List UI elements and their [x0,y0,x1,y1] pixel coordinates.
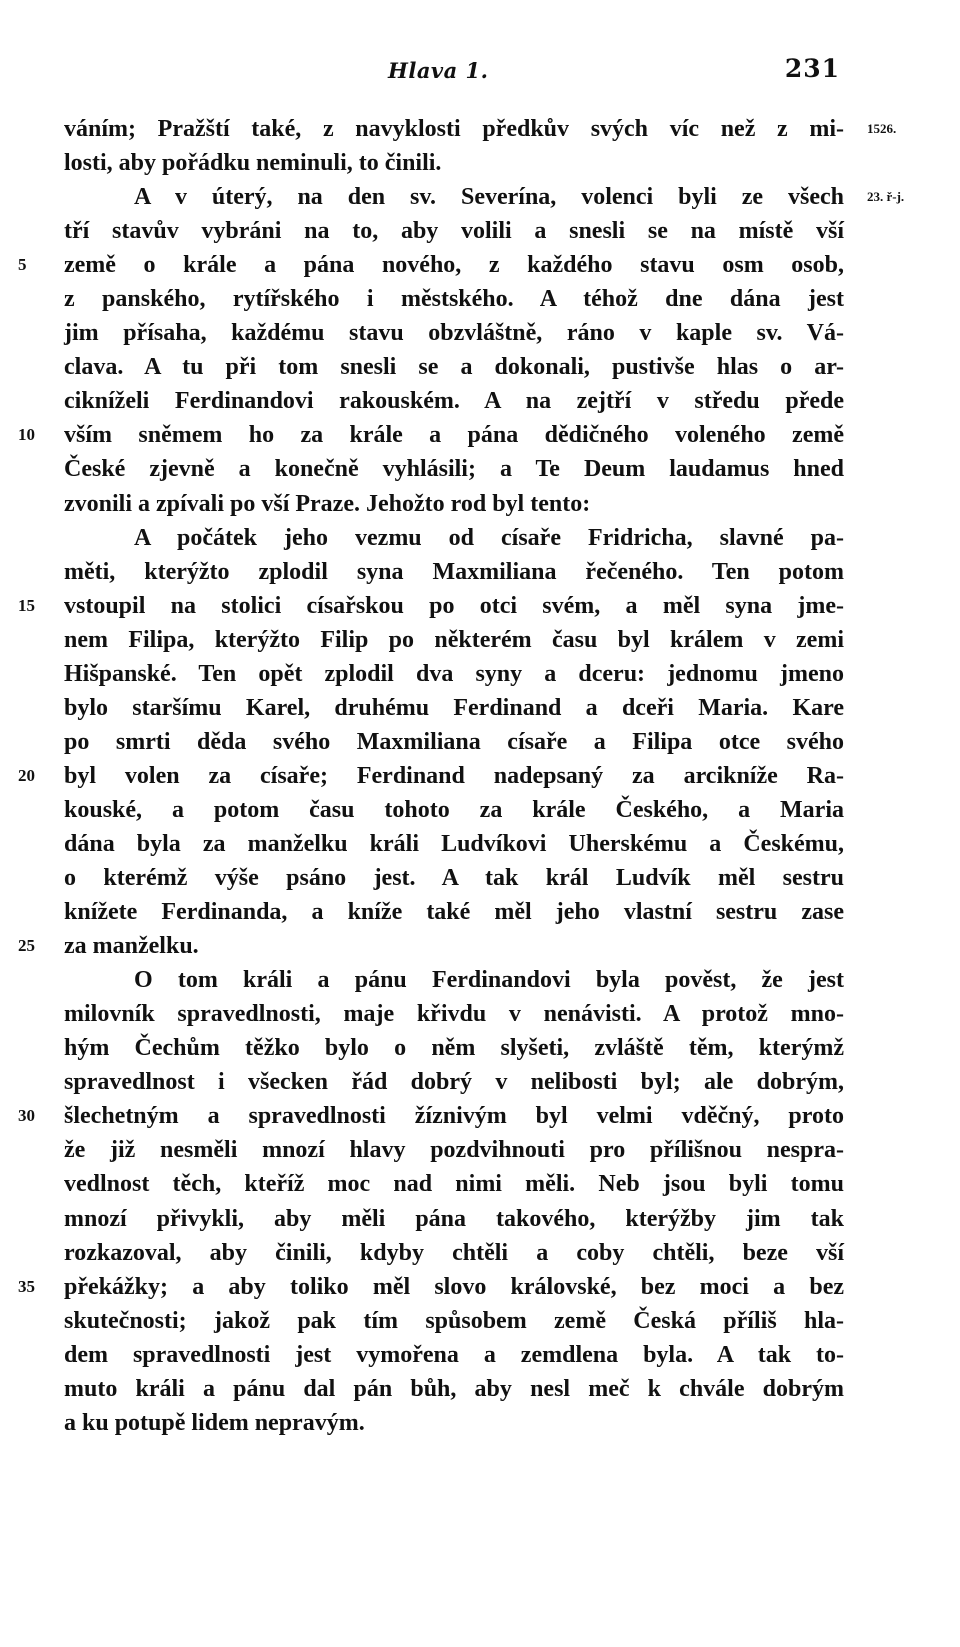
line-text: České zjevně a konečně vyhlásili; a Te Deum laudamus hned [64,456,844,483]
line-number: 15 [18,595,35,615]
line-text: byl volen za císaře; Ferdinand nadepsaný za arcikníže Ra- [64,762,844,789]
page-number: 231 [784,54,840,83]
line-number: 20 [18,765,35,785]
text-line [18,929,844,963]
body-text [18,112,905,1440]
line-text: rozkazoval, aby činili, kdyby chtěli a coby chtěli, beze vší [64,1239,844,1266]
line-text: o kterémž výše psáno jest. A tak král Ludvík měl sestru [64,865,844,892]
line-text: hým Čechům těžko bylo o něm slyšeti, zvláště těm, kterýmž [64,1035,844,1062]
page-header [60,54,850,98]
text-line [64,963,844,997]
text-line [64,316,844,350]
line-text: mnozí přivykli, aby měli pána takového, kterýžby jim tak [64,1205,844,1232]
text-line [18,248,844,282]
line-text: jim přísaha, každému stavu obzvláštně, ráno v kaple sv. Vá- [64,320,844,347]
line-number: 30 [18,1106,35,1126]
line-text: losti, aby pořádku neminuli, to činili. [64,150,442,177]
text-line [64,623,844,657]
line-text: nem Filipa, kterýžto Filip po některém času byl králem v zemi [64,626,844,653]
text-line [64,1338,844,1372]
text-line [64,1236,844,1270]
text-line [64,1372,844,1406]
line-text: skutečnosti; jakož pak tím spůsobem země Česká příliš hla- [64,1307,844,1334]
line-text: po smrti děda svého Maxmiliana císaře a Filipa otce svého [64,728,844,755]
line-text: O tom králi a pánu Ferdinandovi byla pověst, že jest [134,967,844,994]
line-text: tří stavův vybráni na to, aby volili a snesli se na místě vší [64,218,844,245]
line-number: 25 [18,936,35,956]
text-line [64,997,844,1031]
line-text: vším sněmem ho za krále a pána dědičného voleného země [64,422,844,449]
text-line [64,691,844,725]
text-line [64,1304,844,1338]
text-line [64,725,844,759]
line-text: že již nesměli mnozí hlavy pozdvihnouti pro přílišnou nespra- [64,1137,844,1164]
text-line [64,214,844,248]
text-line [64,793,844,827]
text-line [64,1167,844,1201]
line-text: šlechetným a spravedlnosti žíznivým byl velmi vděčný, proto [64,1103,844,1130]
text-line [64,487,844,521]
line-text: knížete Ferdinanda, a kníže také měl jeho vlastní sestru zase [64,899,844,926]
text-line [18,759,844,793]
text-line [64,1202,844,1236]
line-text: cikníželi Ferdinandovi rakouském. A na zejtří v středu přede [64,388,844,415]
line-text: milovník spravedlnosti, maje křivdu v nenávisti. A protož mno- [64,1001,844,1028]
line-text: clava. A tu při tom snesli se a dokonali, pustivše hlas o ar- [64,354,844,381]
text-line [18,589,844,623]
text-line [64,861,844,895]
text-line [18,1270,844,1304]
text-line [18,1099,844,1133]
text-line [64,282,844,316]
line-text: váním; Pražští také, z navyklosti předkův svých víc než z mi- [64,116,844,142]
line-text: Hišpanské. Ten opět zplodil dva syny a dceru: jednomu jmeno [64,660,844,687]
text-line [64,1065,844,1099]
text-line [64,146,844,180]
text-line [64,895,844,929]
line-text: měti, kterýžto zplodil syna Maxmiliana řečeného. Ten potom [64,558,844,585]
text-line [64,180,905,214]
line-number: 10 [18,425,35,445]
line-text: za manželku. [64,933,199,960]
line-text: muto králi a pánu dal pán bůh, aby nesl meč k chvále dobrým [64,1375,844,1402]
line-text: vstoupil na stolici císařskou po otci svém, a měl syna jme- [64,592,844,619]
line-text: A v úterý, na den sv. Severína, volenci byli ze všech [134,184,844,211]
line-text: dem spravedlnosti jest vymořena a zemdlena byla. A tak to- [64,1341,844,1368]
line-number: 35 [18,1276,35,1296]
text-line [64,827,844,861]
text-line [64,657,844,691]
text-line [64,1133,844,1167]
text-line [64,384,844,418]
line-text: překážky; a aby toliko měl slovo královské, bez moci a bez [64,1273,844,1300]
text-line [64,555,844,589]
margin-note: 23. ř-j. [867,189,905,205]
margin-note: 1526. [867,121,897,136]
text-line [64,112,897,146]
line-text: země o krále a pána nového, z každého stavu osm osob, [64,252,844,279]
running-head: Hlava 1. [388,58,489,83]
text-line [64,521,844,555]
line-number: 5 [18,255,27,275]
text-line [64,1031,844,1065]
line-text: dána byla za manželku králi Ludvíkovi Uherskému a Českému, [64,830,844,857]
line-text: bylo staršímu Karel, druhému Ferdinand a dceři Maria. Kare [64,694,844,721]
line-text: vedlnost těch, kteříž moc nad nimi měli. Neb jsou byli tomu [64,1171,844,1198]
text-line [64,350,844,384]
line-text: a ku potupě lidem nepravým. [64,1409,365,1436]
line-text: spravedlnost i všecken řád dobrý v nelibosti byl; ale dobrým, [64,1069,844,1096]
text-line [64,1406,844,1440]
text-line [18,418,844,452]
line-text: zvonili a zpívali po vší Praze. Jehožto rod byl tento: [64,490,591,517]
line-text: kouské, a potom času tohoto za krále Českého, a Maria [64,796,844,823]
line-text: A počátek jeho vezmu od císaře Fridricha, slavné pa- [134,524,844,551]
line-text: z panského, rytířského i městského. A téhož dne dána jest [64,286,844,313]
text-line [64,452,844,486]
